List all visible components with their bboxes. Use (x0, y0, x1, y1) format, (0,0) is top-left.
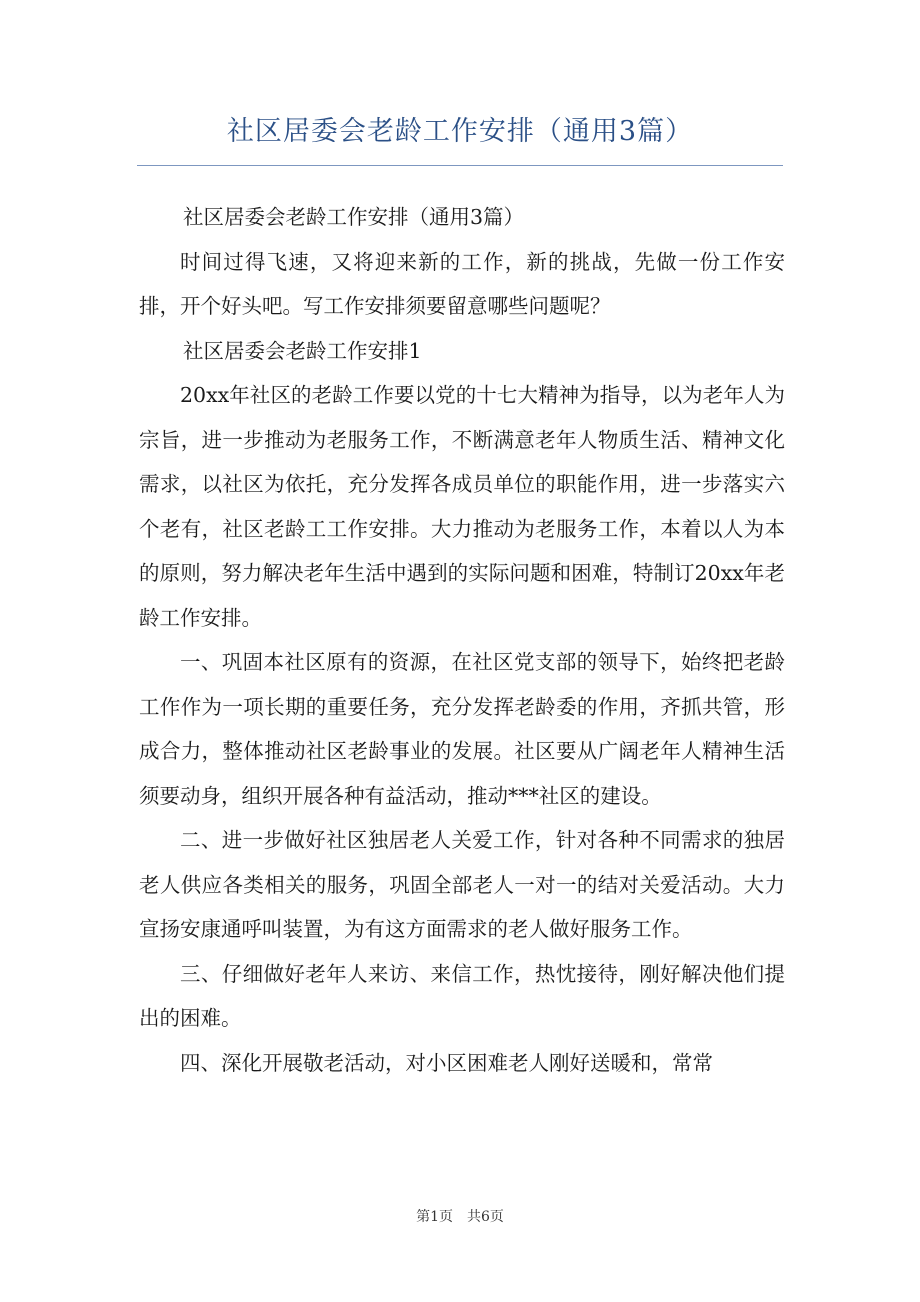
paragraph-item-2: 二、进一步做好社区独居老人关爱工作，针对各种不同需求的独居老人供应各类相关的服务，巩固全部老人一对一的结对关爱活动。大力宣扬安康通呼叫装置，为有这方面需求的老人做好服务工作。 (139, 828, 785, 941)
paragraph-overview: 20xx年社区的老龄工作要以党的十七大精神为指导，以为老年人为宗旨，进一步推动为老服务工作，不断满意老年人物质生活、精神文化需求，以社区为依托，充分发挥各成员单位的职能作用，进一步落实六个老有，社区老龄工工作安排。大力推动为老服务工作，本着以人为本的原则，努力解决老年生活中遇到的实际问题和困难，特制订20xx年老龄工作安排。 (139, 383, 785, 630)
section-heading-1: 社区居委会老龄工作安排1 (183, 338, 422, 363)
paragraph-item-3: 三、仔细做好老年人来访、来信工作，热忱接待，刚好解决他们提出的困难。 (139, 961, 785, 1030)
paragraph-subtitle: 社区居委会老龄工作安排（通用3篇） (183, 205, 525, 229)
page-footer: 第1页 共6页 (416, 1209, 504, 1225)
paragraph-item-4: 四、深化开展敬老活动，对小区困难老人刚好送暖和，常常 (180, 1050, 713, 1075)
paragraph-intro: 时间过得飞速，又将迎来新的工作，新的挑战，先做一份工作安排，开个好头吧。写工作安排须要留意哪些问题呢？ (139, 249, 785, 318)
title-divider (137, 165, 783, 166)
paragraph-item-1: 一、巩固本社区原有的资源，在社区党支部的领导下，始终把老龄工作作为一项长期的重要任务，充分发挥老龄委的作用，齐抓共管，形成合力，整体推动社区老龄事业的发展。社区要从广阔老年人精神生活须要动身，组织开展各种有益活动，推动***社区的建设。 (139, 650, 785, 808)
document-body (139, 195, 785, 1085)
document-title: 社区居委会老龄工作安排（通用3篇） (226, 116, 694, 147)
